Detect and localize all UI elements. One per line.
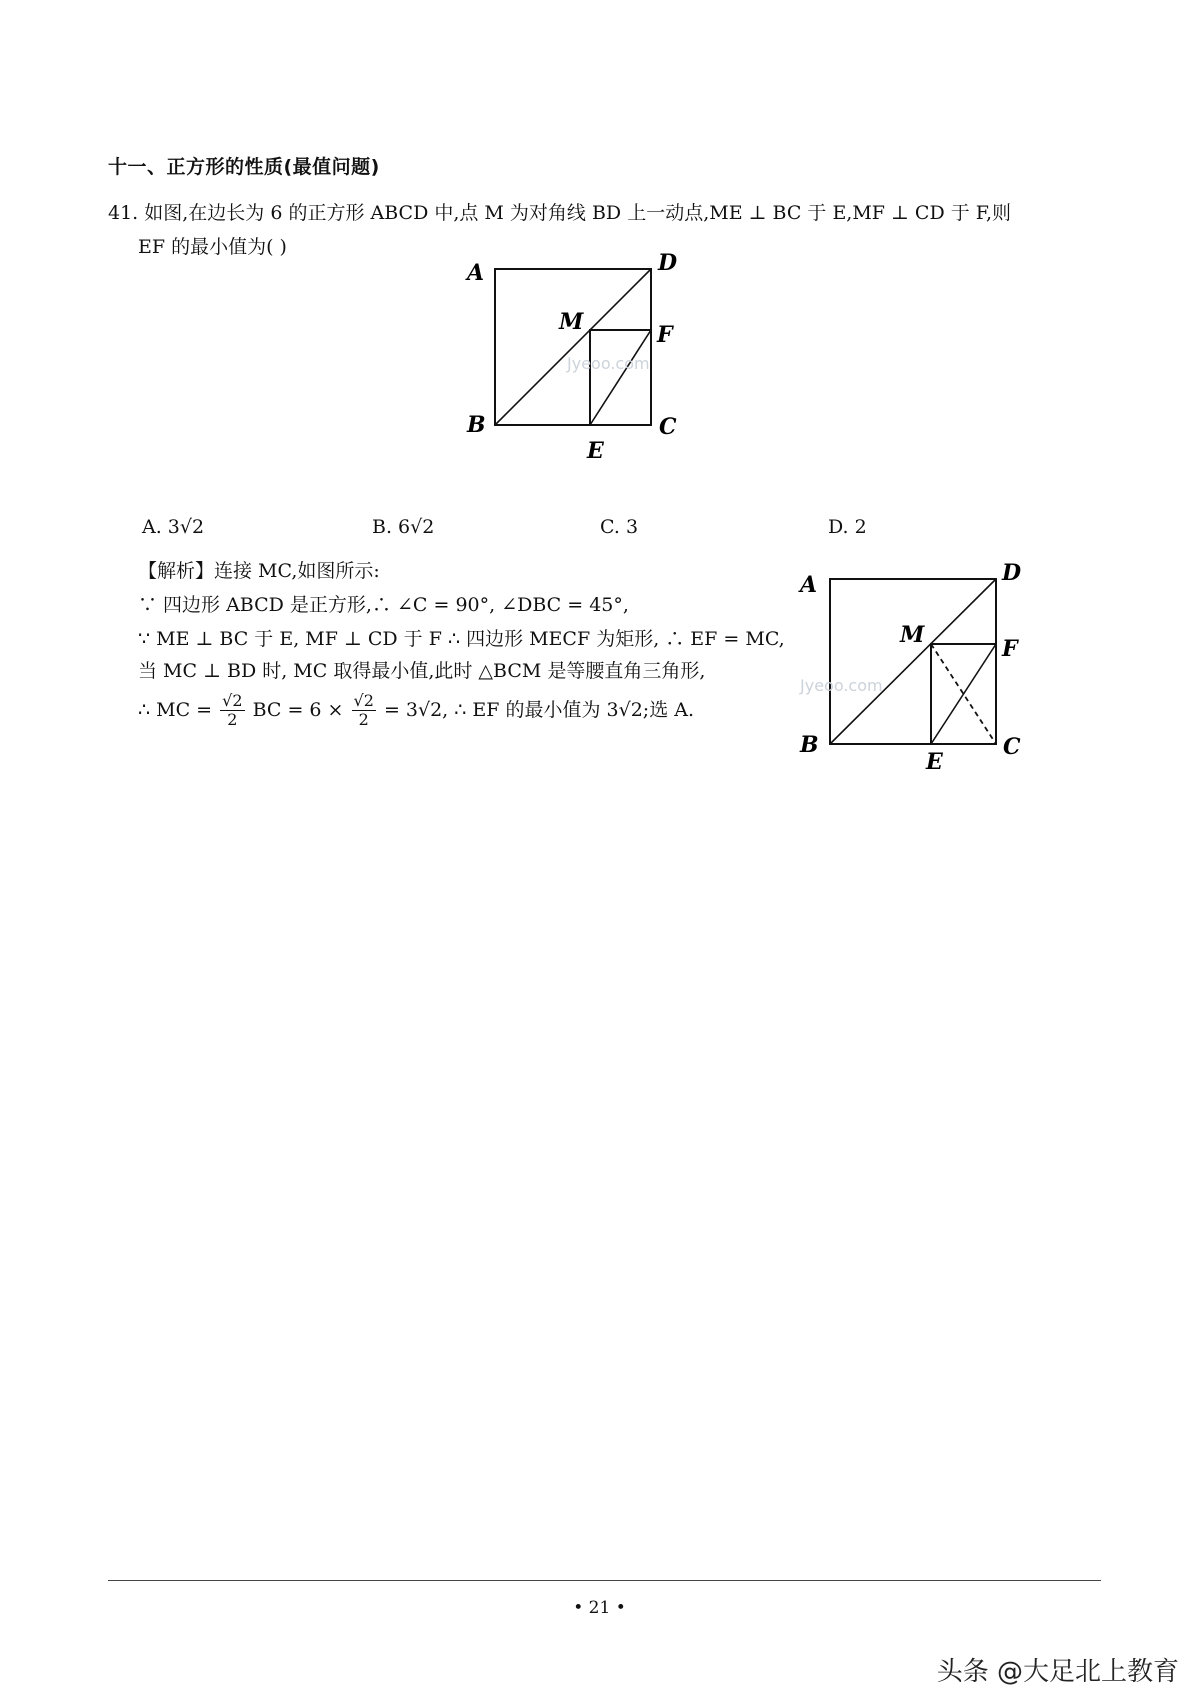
solution-line5-part3: = 3√2, ∴ EF 的最小值为 3√2;选 A. <box>383 698 695 721</box>
label-b: B <box>467 412 486 438</box>
option-d: D. 2 <box>828 516 867 538</box>
section-title: 十一、正方形的性质(最值问题) <box>108 156 380 178</box>
fraction-2 <box>352 692 376 730</box>
label-m: M <box>900 622 925 648</box>
label-a: A <box>800 572 818 598</box>
label-c: C <box>1003 734 1021 760</box>
fraction-1 <box>220 692 244 730</box>
option-b: B. 6√2 <box>372 516 435 538</box>
question-stem-line2: EF 的最小值为( ) <box>138 236 287 258</box>
label-d: D <box>1002 560 1022 586</box>
option-c: C. 3 <box>600 516 639 538</box>
option-a: A. 3√2 <box>142 516 205 538</box>
figure-watermark: Jyeoo.com <box>800 676 883 695</box>
segment-ef <box>590 330 651 425</box>
page-number: • 21 • <box>573 1598 626 1618</box>
diagonal-bd <box>495 269 651 425</box>
label-b: B <box>800 732 819 758</box>
diagonal-bd <box>830 579 996 744</box>
solution-line2: ∵ 四边形 ABCD 是正方形,∴ ∠C = 90°, ∠DBC = 45°, <box>138 594 629 616</box>
brand-watermark: 头条 @大足北上教育 <box>936 1657 1179 1687</box>
label-e: E <box>926 749 943 775</box>
label-m: M <box>559 309 584 335</box>
label-f: F <box>1002 636 1018 662</box>
solution-figure <box>800 560 1060 775</box>
label-f: F <box>657 322 673 348</box>
question-stem-line1: 41. 如图,在边长为 6 的正方形 ABCD 中,点 M 为对角线 BD 上一动点,ME ⊥ BC 于 E,MF ⊥ CD 于 F,则 <box>108 202 1012 224</box>
solution-line5-part2: BC = 6 × <box>252 698 344 721</box>
fraction-1-numerator: √2 <box>222 691 243 710</box>
label-e: E <box>587 438 604 464</box>
fraction-2-denominator: 2 <box>358 710 369 730</box>
solution-line5 <box>138 692 694 730</box>
solution-line1: 【解析】连接 MC,如图所示: <box>138 560 380 582</box>
fraction-2-numerator: √2 <box>353 691 374 710</box>
solution-line4: 当 MC ⊥ BD 时, MC 取得最小值,此时 △BCM 是等腰直角三角形, <box>138 660 706 682</box>
label-c: C <box>659 414 677 440</box>
figure-watermark: Jyeoo.com <box>567 354 650 373</box>
label-d: D <box>658 250 678 276</box>
label-a: A <box>467 260 485 286</box>
solution-line5-part1: ∴ MC = <box>138 698 213 721</box>
footer-divider <box>108 1580 1101 1581</box>
question-figure <box>467 250 715 472</box>
solution-line3: ∵ ME ⊥ BC 于 E, MF ⊥ CD 于 F ∴ 四边形 MECF 为矩形, ∴ EF = MC, <box>138 628 785 650</box>
fraction-1-denominator: 2 <box>227 710 238 730</box>
